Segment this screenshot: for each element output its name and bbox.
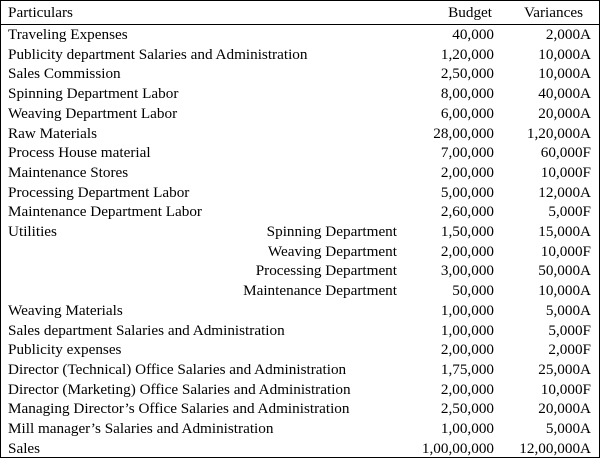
cell-particular: Managing Director’s Office Salaries and Administration: [8, 400, 350, 418]
table-row: [1, 301, 599, 321]
cell-particular: Sales: [8, 439, 41, 457]
cell-budget: 2,50,000: [440, 65, 494, 83]
cell-variance: 5,000A: [545, 420, 591, 437]
table-row: [1, 380, 599, 400]
cell-sub-department: Weaving Department: [267, 242, 397, 260]
table-row: [1, 419, 599, 439]
cell-variance: 10,000A: [538, 45, 591, 63]
cell-variance: 5,000F: [548, 321, 591, 339]
cell-particular: Maintenance Department Labor: [8, 203, 202, 221]
cell-budget: 2,00,000: [440, 242, 494, 260]
cell-budget: 2,50,000: [440, 400, 494, 418]
cell-budget: 2,00,000: [440, 163, 494, 181]
table-row: [1, 183, 599, 203]
cell-budget: 1,00,000: [440, 301, 494, 319]
cell-sub-department: Spinning Department: [266, 223, 397, 240]
cell-budget: 40,000: [452, 26, 494, 43]
cell-particular: Sales department Salaries and Administration: [8, 321, 285, 339]
table-row: [1, 45, 599, 65]
table-header: [1, 3, 599, 23]
header-variances: Variances: [523, 4, 583, 21]
cell-particular: Publicity expenses: [8, 341, 122, 359]
cell-variance: 12,00,000A: [519, 439, 591, 457]
cell-particular: Process House material: [8, 144, 151, 162]
cell-particular: Director (Technical) Office Salaries and Administration: [8, 360, 347, 378]
cell-variance: 20,000A: [538, 104, 591, 122]
cell-particular: Mill manager’s Salaries and Administration: [8, 420, 274, 437]
cell-budget: 1,00,000: [440, 321, 494, 339]
table-row: [1, 360, 599, 380]
cell-variance: 25,000A: [538, 360, 591, 378]
cell-sub-department: Processing Department: [255, 262, 397, 280]
cell-budget: 1,00,000: [440, 420, 494, 437]
cell-particular: Director (Marketing) Office Salaries and Administration: [8, 380, 351, 398]
cell-particular: Sales Commission: [8, 65, 121, 83]
cell-budget: 2,60,000: [440, 203, 494, 221]
cell-variance: 5,000A: [545, 301, 591, 319]
table-row: [1, 84, 599, 104]
table-row: [1, 242, 599, 262]
cell-budget: 50,000: [452, 282, 494, 300]
header-particulars: Particulars: [8, 4, 73, 21]
cell-particular: Weaving Department Labor: [8, 104, 178, 122]
table-row: [1, 143, 599, 163]
cell-budget: 1,50,000: [440, 223, 494, 240]
cell-particular: Utilities: [8, 223, 57, 240]
table-row: [1, 64, 599, 84]
cell-particular: Maintenance Stores: [8, 163, 129, 181]
table-row: [1, 321, 599, 341]
cell-variance: 10,000A: [538, 65, 591, 83]
table-row: [1, 104, 599, 124]
cell-variance: 20,000A: [538, 400, 591, 418]
table-row: [1, 222, 599, 242]
cell-variance: 10,000F: [540, 242, 591, 260]
header-budget: Budget: [448, 4, 492, 21]
table-row: [1, 399, 599, 419]
cell-budget: 1,00,00,000: [421, 439, 494, 457]
cell-variance: 15,000A: [538, 223, 591, 240]
cell-budget: 7,00,000: [440, 144, 494, 162]
table-row: [1, 25, 599, 45]
table-row: [1, 261, 599, 281]
cell-variance: 10,000F: [540, 380, 591, 398]
cell-budget: 6,00,000: [440, 104, 494, 122]
cell-variance: 2,000A: [545, 26, 591, 43]
cell-budget: 8,00,000: [440, 85, 494, 103]
table-row: [1, 439, 599, 458]
cell-budget: 5,00,000: [440, 183, 494, 201]
cell-variance: 1,20,000A: [526, 124, 591, 142]
cell-budget: 3,00,000: [440, 262, 494, 280]
cell-variance: 5,000F: [548, 203, 591, 221]
table-row: [1, 340, 599, 360]
cell-variance: 12,000A: [538, 183, 591, 201]
cell-budget: 2,00,000: [440, 380, 494, 398]
cell-variance: 10,000A: [538, 282, 591, 300]
table-row: [1, 163, 599, 183]
table-row: [1, 124, 599, 144]
cell-budget: 28,00,000: [433, 124, 494, 142]
cell-variance: 60,000F: [540, 144, 591, 162]
cell-particular: Spinning Department Labor: [8, 85, 179, 103]
cell-variance: 50,000A: [538, 262, 591, 280]
cell-particular: Traveling Expenses: [8, 26, 128, 43]
cell-variance: 10,000F: [540, 163, 591, 181]
cell-particular: Publicity department Salaries and Administration: [8, 45, 308, 63]
cell-sub-department: Maintenance Department: [243, 282, 397, 300]
cell-variance: 2,000F: [548, 341, 591, 359]
table-row: [1, 202, 599, 222]
cell-budget: 1,20,000: [440, 45, 494, 63]
cell-variance: 40,000A: [538, 85, 591, 103]
cell-budget: 1,75,000: [440, 360, 494, 378]
cell-particular: Processing Department Labor: [8, 183, 190, 201]
cell-particular: Raw Materials: [8, 124, 97, 142]
cell-particular: Weaving Materials: [8, 301, 123, 319]
table-row: [1, 281, 599, 301]
cell-budget: 2,00,000: [440, 341, 494, 359]
